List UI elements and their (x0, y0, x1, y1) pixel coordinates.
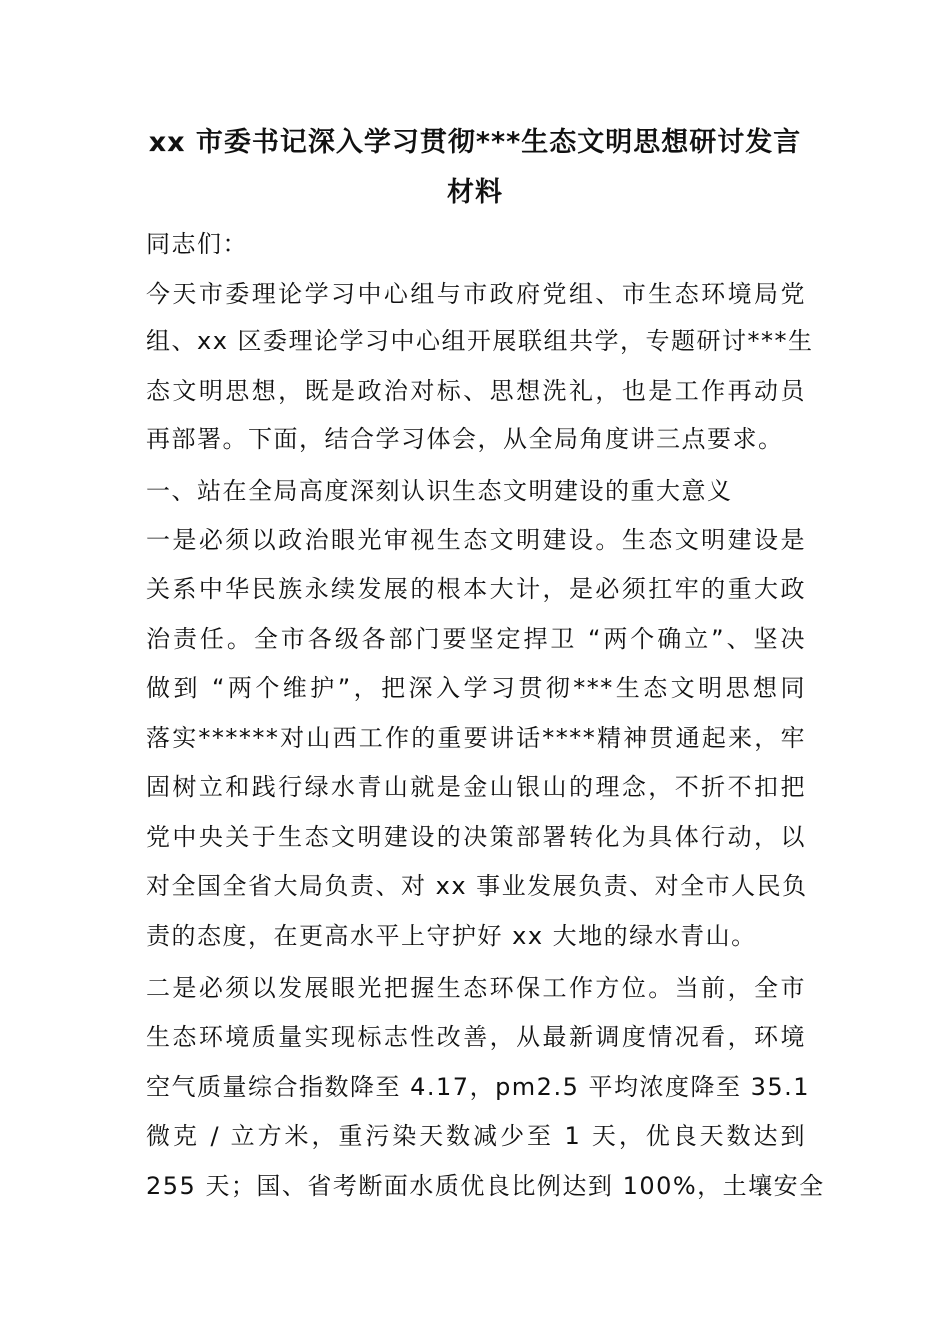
body-line: 治责任。全市各级各部门要坚定捍卫 “两个确立”、坚决 (146, 625, 806, 653)
body-line: 关系中华民族永续发展的根本大计，是必须扛牢的重大政 (146, 575, 806, 603)
body-line: 再部署。下面，结合学习体会，从全局角度讲三点要求。 (146, 425, 784, 453)
body-line: 组、xx 区委理论学习中心组开展联组共学，专题研讨***生 (146, 327, 814, 355)
body-line: 态文明思想，既是政治对标、思想洗礼，也是工作再动员 (146, 377, 806, 405)
body-line: 责的态度，在更高水平上守护好 xx 大地的绿水青山。 (146, 922, 757, 950)
body-line: 党中央关于生态文明建设的决策部署转化为具体行动，以 (146, 823, 806, 851)
body-line: 二是必须以发展眼光把握生态环保工作方位。当前，全市 (146, 974, 806, 1002)
salutation: 同志们： (146, 230, 248, 258)
body-line: 固树立和践行绿水青山就是金山银山的理念，不折不扣把 (146, 773, 806, 801)
document-title-line-1: xx 市委书记深入学习贯彻***生态文明思想研讨发言 (148, 127, 802, 158)
body-line: 255 天；国、省考断面水质优良比例达到 100%，土壤安全 (146, 1172, 825, 1200)
body-line: 一是必须以政治眼光审视生态文明建设。生态文明建设是 (146, 526, 806, 554)
body-line: 对全国全省大局负责、对 xx 事业发展负责、对全市人民负 (146, 872, 808, 900)
body-line: 做到 “两个维护”，把深入学习贯彻***生态文明思想同 (146, 674, 806, 702)
body-line: 微克 / 立方米，重污染天数减少至 1 天，优良天数达到 (146, 1122, 806, 1150)
body-line: 今天市委理论学习中心组与市政府党组、市生态环境局党 (146, 280, 806, 308)
body-line: 空气质量综合指数降至 4.17，pm2.5 平均浓度降至 35.1 (146, 1073, 811, 1101)
section-heading: 一、站在全局高度深刻认识生态文明建设的重大意义 (146, 477, 733, 505)
body-line: 落实******对山西工作的重要讲话****精神贯通起来，牢 (146, 724, 806, 752)
body-line: 生态环境质量实现标志性改善，从最新调度情况看，环境 (146, 1023, 806, 1051)
document-title-line-2: 材料 (447, 177, 503, 208)
